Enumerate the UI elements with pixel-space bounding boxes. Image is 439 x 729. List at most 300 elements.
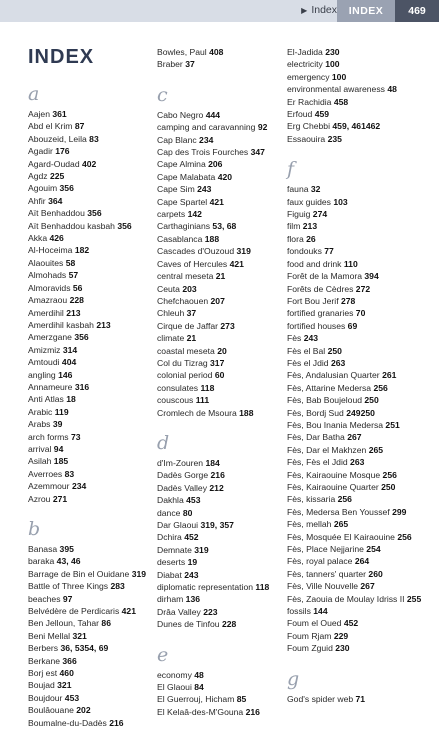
entry-term: flora — [287, 233, 304, 244]
index-entry — [157, 307, 279, 319]
entry-pages: 256 — [397, 531, 412, 542]
entry-pages: 404 — [61, 357, 77, 368]
entry-pages: 366 — [62, 655, 77, 666]
index-entry — [157, 332, 279, 344]
entry-pages: 263 — [330, 357, 346, 368]
entry-pages: 83 — [89, 133, 99, 144]
index-entry — [28, 630, 146, 642]
entry-pages: 395 — [59, 544, 74, 554]
index-entry — [287, 307, 427, 319]
index-entry — [157, 382, 279, 394]
index-entry — [287, 108, 427, 120]
entry-term: God's spider web — [287, 693, 354, 704]
entry-term: El Glaoui — [157, 682, 192, 693]
entry-term: Fès, Andalusian Quarter — [287, 370, 380, 381]
index-entry — [157, 394, 279, 406]
entry-pages: 458 — [333, 96, 349, 107]
entry-term: camping and caravanning — [157, 122, 256, 133]
entry-pages: 84 — [194, 682, 204, 693]
entry-pages: 249250 — [346, 407, 375, 418]
entry-term: Ceuta — [157, 283, 180, 294]
entry-pages: 408 — [209, 47, 224, 57]
entry-term: fondouks — [287, 246, 322, 257]
index-entry — [287, 357, 427, 369]
entry-term: economy — [157, 669, 192, 680]
index-entry — [287, 270, 427, 282]
entry-pages: 48 — [387, 84, 397, 95]
entry-pages: 213 — [302, 221, 318, 232]
entry-term: Erg Chebbi — [287, 121, 330, 132]
entry-term: d'Im-Zouren — [157, 457, 204, 468]
entry-term: Fès, Place Nejjarine — [287, 544, 364, 555]
entry-term: climate — [157, 333, 185, 344]
index-entry — [28, 468, 146, 480]
index-entry — [28, 655, 146, 667]
entry-pages: 271 — [52, 493, 68, 504]
section-spacer — [157, 631, 279, 643]
entry-pages: 83 — [64, 468, 75, 479]
index-entry — [28, 133, 146, 145]
entry-term: Fès, kissaria — [287, 494, 336, 505]
index-entry — [157, 295, 279, 307]
entry-pages: 182 — [74, 245, 90, 256]
entry-pages: 36, 5354, 69 — [60, 643, 109, 654]
entry-pages: 243 — [303, 333, 319, 344]
entry-pages: 230 — [325, 47, 340, 57]
entry-term: Fès el Jdid — [287, 357, 329, 368]
entry-pages: 459, 461462 — [332, 121, 381, 132]
entry-term: Amizmiz — [28, 344, 61, 355]
entry-pages: 119 — [54, 406, 69, 417]
entry-pages: 176 — [55, 146, 70, 157]
entry-term: Fès, mellah — [287, 519, 332, 530]
index-entry — [157, 669, 279, 681]
entry-term: arrival — [28, 443, 52, 454]
entry-pages: 243 — [197, 184, 212, 195]
entry-term: fortified granaries — [287, 308, 354, 319]
entry-term: Cromlech de Msoura — [157, 407, 237, 418]
index-entry — [157, 146, 279, 158]
entry-term: Boumalne-du-Dadès — [28, 717, 107, 728]
entry-term: El Kelaâ-des-M'Gouna — [157, 706, 244, 717]
entry-pages: 421 — [121, 606, 136, 617]
entry-pages: 267 — [360, 581, 375, 592]
index-entry — [28, 257, 146, 269]
entry-term: Cirque de Jaffar — [157, 320, 218, 331]
index-entry — [157, 706, 279, 718]
index-entry — [28, 443, 146, 455]
index-entry — [28, 406, 146, 418]
entry-term: carpets — [157, 209, 186, 220]
entry-term: arch forms — [28, 431, 69, 442]
index-entry — [28, 120, 146, 132]
entry-term: diplomatic representation — [157, 582, 254, 593]
entry-pages: 321 — [57, 680, 72, 691]
entry-pages: 136 — [185, 594, 201, 605]
index-entry — [287, 518, 427, 530]
section-spacer — [157, 71, 279, 83]
entry-pages: 146 — [58, 369, 73, 380]
entry-term: Fès — [287, 333, 302, 344]
index-entry — [287, 83, 427, 95]
entry-pages: 43, 46 — [56, 556, 81, 567]
index-entry — [157, 134, 279, 146]
entry-pages: 421 — [229, 258, 244, 269]
entry-pages: 142 — [187, 209, 202, 220]
entry-term: Chleuh — [157, 308, 185, 319]
entry-pages: 185 — [53, 456, 69, 467]
entry-term: Fès, Fès el Jdid — [287, 457, 348, 468]
entry-pages: 444 — [205, 109, 221, 120]
index-entry — [157, 531, 279, 543]
index-entry — [28, 356, 146, 368]
index-entry — [287, 580, 427, 592]
index-entry — [157, 606, 279, 618]
index-entry — [157, 457, 279, 469]
entry-pages: 230 — [335, 643, 350, 654]
index-entry — [287, 481, 427, 493]
index-entry — [287, 506, 427, 518]
index-entry — [157, 469, 279, 481]
index-entry — [157, 556, 279, 568]
entry-pages: 261 — [382, 370, 397, 381]
index-entry — [287, 295, 427, 307]
index-entry — [157, 208, 279, 220]
index-entry — [28, 369, 146, 381]
index-entry — [28, 679, 146, 691]
entry-term: Dunes de Tinfou — [157, 619, 220, 630]
entry-term: fossils — [287, 606, 311, 617]
entry-term: Boujdour — [28, 692, 63, 703]
letter-heading: c — [157, 83, 168, 106]
entry-term: Cape Malabata — [157, 171, 216, 182]
index-entry — [287, 345, 427, 357]
entry-pages: 71 — [355, 693, 366, 704]
entry-pages: 60 — [214, 370, 225, 381]
entry-pages: 118 — [200, 382, 215, 393]
index-entry — [287, 71, 427, 83]
index-entry — [287, 693, 427, 705]
entry-term: Essaouira — [287, 133, 326, 144]
entry-pages: 255 — [406, 593, 422, 604]
entry-pages: 319 — [236, 246, 251, 257]
entry-pages: 48 — [194, 669, 204, 680]
entry-term: Cap des Trois Fourches — [157, 147, 249, 158]
entry-pages: 21 — [186, 333, 197, 344]
entry-pages: 453 — [64, 692, 80, 703]
entry-pages: 100 — [331, 71, 347, 82]
entry-pages: 144 — [313, 606, 328, 617]
index-entry — [28, 393, 146, 405]
entry-pages: 56 — [72, 282, 83, 293]
entry-term: Averroes — [28, 468, 63, 479]
index-entry — [28, 480, 146, 492]
entry-term: El-Jadida — [287, 47, 323, 57]
entry-pages: 254 — [366, 544, 381, 555]
entry-pages: 184 — [205, 457, 220, 468]
entry-pages: 361 — [52, 109, 67, 119]
index-entry — [287, 245, 427, 257]
entry-term: couscous — [157, 395, 194, 406]
entry-pages: 317 — [210, 357, 225, 368]
entry-term: Aajen — [28, 109, 50, 119]
index-entry — [157, 357, 279, 369]
index-entry — [28, 232, 146, 244]
entry-pages: 202 — [76, 705, 91, 716]
entry-term: consulates — [157, 382, 199, 393]
entry-pages: 37 — [185, 59, 195, 70]
index-entry — [28, 282, 146, 294]
entry-term: Forêt de la Mamora — [287, 271, 362, 282]
entry-pages: 394 — [364, 271, 379, 282]
entry-pages: 80 — [182, 507, 193, 518]
entry-term: Akka — [28, 233, 48, 244]
entry-pages: 316 — [74, 381, 90, 392]
index-entry — [157, 196, 279, 208]
entry-pages: 87 — [74, 121, 85, 132]
entry-term: Erfoud — [287, 109, 313, 120]
index-entry — [28, 543, 146, 555]
index-entry — [287, 369, 427, 381]
entry-pages: 234 — [199, 134, 214, 145]
index-entry — [287, 183, 427, 195]
entry-term: Fès, Ville Nouvelle — [287, 581, 359, 592]
index-entry — [287, 46, 427, 58]
index-entry — [157, 233, 279, 245]
entry-term: fauna — [287, 184, 309, 195]
index-entry — [157, 581, 279, 593]
index-entry — [28, 692, 146, 704]
index-entry — [28, 319, 146, 331]
index-entry — [28, 182, 146, 194]
index-entry — [287, 605, 427, 617]
index-entry — [28, 580, 146, 592]
entry-term: Berbers — [28, 643, 59, 654]
entry-pages: 420 — [217, 171, 233, 182]
entry-term: Fès, royal palace — [287, 556, 353, 567]
entry-term: Annameure — [28, 381, 73, 392]
page-number: 469 — [395, 0, 439, 22]
index-entry — [28, 170, 146, 182]
entry-term: fortified houses — [287, 320, 346, 331]
entry-term: Drâa Valley — [157, 606, 201, 617]
index-entry — [28, 195, 146, 207]
entry-pages: 69 — [347, 320, 358, 331]
index-entry — [28, 158, 146, 170]
entry-pages: 319 — [194, 544, 209, 555]
index-entry — [157, 58, 279, 70]
entry-pages: 77 — [324, 246, 334, 257]
entry-pages: 26 — [306, 233, 316, 244]
entry-term: Abouzeid, Leila — [28, 133, 87, 144]
entry-term: Bowles, Paul — [157, 47, 207, 57]
index-entry — [28, 220, 146, 232]
index-entry — [28, 717, 146, 729]
entry-pages: 216 — [210, 470, 225, 481]
letter-heading: e — [157, 643, 169, 666]
entry-term: Diabat — [157, 569, 182, 580]
index-entry — [157, 569, 279, 581]
index-entry — [287, 233, 427, 245]
entry-term: dirham — [157, 594, 184, 605]
entry-pages: 21 — [215, 271, 226, 282]
index-entry — [287, 58, 427, 70]
entry-pages: 459 — [314, 109, 330, 120]
entry-pages: 228 — [69, 295, 84, 306]
entry-term: Dakhla — [157, 495, 184, 506]
entry-pages: 228 — [221, 619, 237, 630]
entry-term: Barrage de Bin el Ouidane — [28, 568, 130, 579]
entry-pages: 110 — [343, 258, 358, 269]
entry-pages: 319 — [131, 568, 147, 579]
index-entry — [287, 419, 427, 431]
index-entry — [157, 109, 279, 121]
entry-term: Borj est — [28, 668, 58, 679]
entry-term: film — [287, 221, 301, 232]
index-entry — [157, 245, 279, 257]
entry-term: Banasa — [28, 544, 58, 554]
letter-heading: d — [157, 431, 170, 454]
entry-pages: 421 — [209, 196, 224, 207]
entry-pages: 73 — [70, 431, 81, 442]
entry-pages: 356 — [117, 220, 132, 231]
entry-term: Dadès Valley — [157, 482, 207, 493]
index-entry — [287, 96, 427, 108]
entry-pages: 188 — [239, 407, 254, 418]
index-entry — [28, 431, 146, 443]
entry-pages: 207 — [210, 295, 225, 306]
entry-term: Fès, Bou Inania Medersa — [287, 419, 384, 430]
entry-pages: 364 — [48, 195, 63, 206]
entry-pages: 356 — [59, 183, 74, 194]
entry-pages: 216 — [245, 706, 260, 717]
index-entry — [157, 618, 279, 630]
index-entry — [28, 244, 146, 256]
index-entry — [157, 407, 279, 419]
entry-pages: 460 — [59, 668, 74, 679]
entry-term: Berkane — [28, 655, 61, 666]
entry-term: Demnate — [157, 544, 192, 555]
entry-term: Azemmour — [28, 481, 70, 492]
entry-term: Forêts de Cèdres — [287, 283, 354, 294]
entry-pages: 37 — [186, 308, 197, 319]
entry-term: Cap Blanc — [157, 134, 197, 145]
index-entry — [157, 183, 279, 195]
entry-term: Figuig — [287, 209, 311, 220]
entry-term: Casablanca — [157, 233, 203, 244]
entry-pages: 70 — [355, 308, 366, 319]
letter-heading: f — [287, 158, 295, 181]
entry-term: Col du Tizrag — [157, 357, 208, 368]
entry-pages: 85 — [236, 694, 247, 705]
index-entry — [157, 544, 279, 556]
entry-pages: 426 — [49, 233, 64, 244]
section-spacer — [28, 505, 146, 517]
entry-term: Fès, Dar el Makhzen — [287, 444, 367, 455]
entry-term: baraka — [28, 556, 55, 567]
index-entry — [28, 344, 146, 356]
entry-term: beaches — [28, 593, 61, 604]
index-entry — [157, 46, 279, 58]
entry-pages: 86 — [101, 618, 111, 629]
section-spacer — [28, 70, 146, 82]
entry-pages: 216 — [109, 717, 124, 728]
entry-term: deserts — [157, 557, 186, 568]
section-label: Index — [311, 4, 337, 16]
entry-term: Foum Zguid — [287, 643, 333, 654]
index-column-2 — [157, 46, 279, 718]
index-entry — [28, 704, 146, 716]
entry-pages: 97 — [62, 593, 73, 604]
entry-pages: 229 — [333, 630, 349, 641]
entry-pages: 234 — [71, 481, 87, 492]
entry-term: Fès, Medersa Ben Youssef — [287, 506, 390, 517]
entry-term: Fort Bou Jerif — [287, 295, 339, 306]
index-entry — [287, 133, 427, 145]
entry-term: environmental awareness — [287, 84, 385, 95]
index-entry — [287, 196, 427, 208]
entry-term: Abd el Krim — [28, 121, 73, 132]
index-entry — [157, 681, 279, 693]
index-entry — [287, 283, 427, 295]
entry-term: Cabo Negro — [157, 109, 204, 120]
entry-term: Agdz — [28, 171, 48, 182]
entry-term: Asilah — [28, 456, 52, 467]
index-entry — [287, 568, 427, 580]
index-entry — [157, 283, 279, 295]
entry-pages: 20 — [217, 345, 227, 356]
index-entry — [157, 482, 279, 494]
entry-pages: 213 — [96, 319, 111, 330]
entry-term: food and drink — [287, 258, 342, 269]
entry-term: Amazraou — [28, 295, 68, 306]
entry-pages: 278 — [340, 295, 356, 306]
entry-term: Cape Almina — [157, 159, 206, 170]
index-entry — [28, 207, 146, 219]
section-spacer — [287, 145, 427, 157]
index-column-1 — [28, 46, 146, 729]
entry-term: Anti Atlas — [28, 394, 64, 405]
entry-pages: 243 — [184, 569, 199, 580]
index-entry — [28, 593, 146, 605]
entry-term: Cascades d'Ouzoud — [157, 246, 235, 257]
entry-pages: 251 — [385, 419, 400, 430]
entry-pages: 223 — [203, 606, 218, 617]
entry-pages: 263 — [350, 457, 365, 468]
entry-pages: 273 — [220, 320, 235, 331]
section-spacer — [287, 655, 427, 667]
entry-pages: 188 — [204, 233, 220, 244]
entry-term: Arabic — [28, 406, 53, 417]
entry-pages: 250 — [381, 482, 396, 492]
letter-heading: a — [28, 83, 40, 105]
entry-pages: 39 — [52, 419, 63, 430]
entry-pages: 250 — [327, 345, 342, 356]
entry-term: Amtoudi — [28, 357, 60, 368]
entry-pages: 57 — [68, 270, 79, 281]
entry-term: Alaouites — [28, 257, 64, 268]
entry-term: Fès, Kairaouine Mosque — [287, 469, 381, 480]
entry-term: Caves of Hercules — [157, 258, 228, 269]
entry-term: Fès, Bab Boujeloud — [287, 395, 363, 406]
entry-pages: 213 — [66, 307, 81, 318]
entry-pages: 32 — [310, 184, 321, 195]
entry-term: coastal meseta — [157, 345, 215, 356]
letter-heading: g — [287, 667, 300, 690]
entry-pages: 452 — [184, 532, 199, 543]
entry-pages: 347 — [250, 147, 265, 158]
index-entry — [157, 494, 279, 506]
